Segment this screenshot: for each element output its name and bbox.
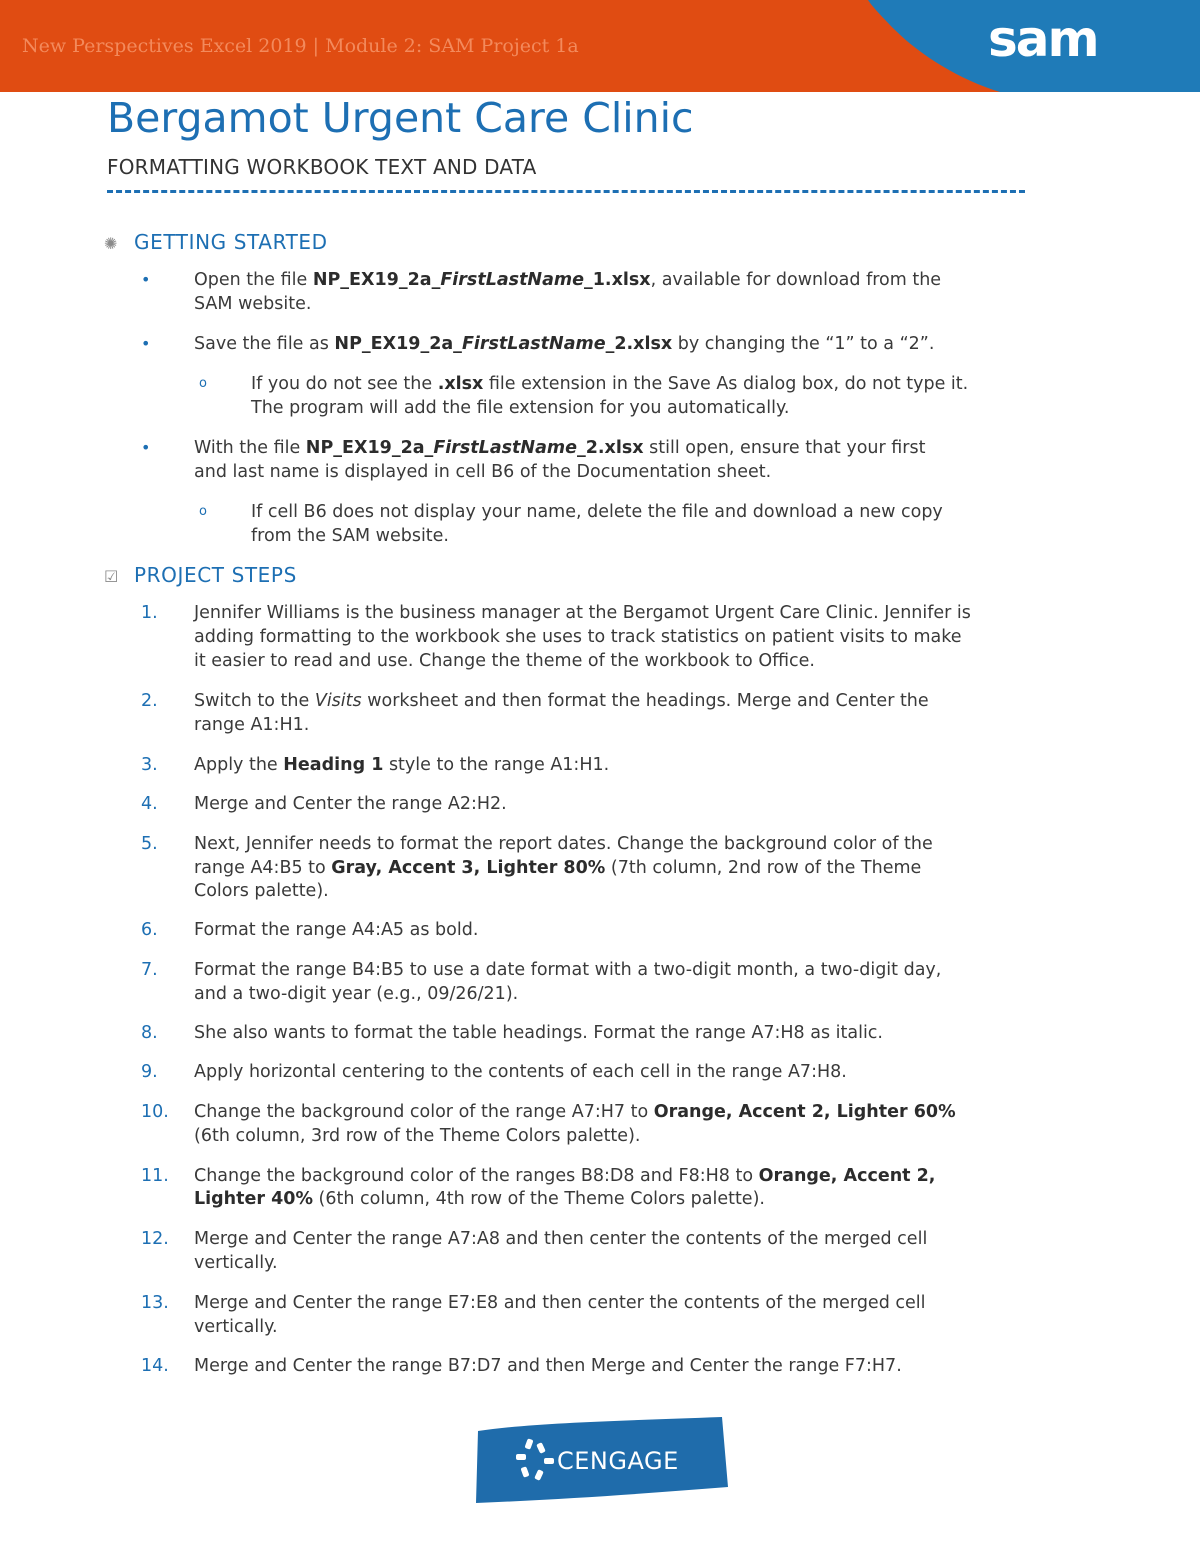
sub-list-item: If you do not see the .xlsx file extension in the Save As dialog box, do not type it. bbox=[251, 374, 969, 394]
gear-sparkle-icon: ✺ bbox=[104, 234, 119, 253]
list-item-continued: SAM website. bbox=[194, 294, 312, 314]
sub-list-item-continued: from the SAM website. bbox=[251, 526, 449, 546]
step-number: 10. bbox=[141, 1102, 169, 1122]
document-title: Bergamot Urgent Care Clinic bbox=[107, 94, 694, 142]
step-text: vertically. bbox=[194, 1253, 278, 1273]
step-text: Merge and Center the range B7:D7 and then Merge and Center the range F7:H7. bbox=[194, 1356, 902, 1376]
list-item: Save the file as NP_EX19_2a_FirstLastName_2.xlsx by changing the “1” to a “2”. bbox=[194, 334, 935, 354]
step-text: Apply the Heading 1 style to the range A1:H1. bbox=[194, 755, 610, 775]
step-text: Format the range A4:A5 as bold. bbox=[194, 920, 479, 940]
step-number: 7. bbox=[141, 960, 158, 980]
step-text: and a two-digit year (e.g., 09/26/21). bbox=[194, 984, 519, 1004]
sub-bullet-icon: o bbox=[199, 376, 207, 391]
list-item: With the file NP_EX19_2a_FirstLastName_2.xlsx still open, ensure that your first bbox=[194, 438, 926, 458]
project-steps-heading bbox=[104, 563, 297, 589]
sub-list-item-continued: The program will add the file extension for you automatically. bbox=[251, 398, 790, 418]
step-text: Lighter 40% (6th column, 4th row of the Theme Colors palette). bbox=[194, 1189, 765, 1209]
document-subtitle: FORMATTING WORKBOOK TEXT AND DATA bbox=[107, 155, 537, 179]
step-number: 14. bbox=[141, 1356, 169, 1376]
list-item: Open the file NP_EX19_2a_FirstLastName_1.xlsx, available for download from the bbox=[194, 270, 942, 290]
step-number: 1. bbox=[141, 603, 158, 623]
project-steps-label: PROJECT STEPS bbox=[134, 563, 297, 587]
step-text: range A1:H1. bbox=[194, 715, 310, 735]
step-text: Merge and Center the range E7:E8 and then center the contents of the merged cell bbox=[194, 1293, 926, 1313]
step-text: (6th column, 3rd row of the Theme Colors palette). bbox=[194, 1126, 641, 1146]
getting-started-label: GETTING STARTED bbox=[134, 230, 328, 254]
dashed-divider bbox=[107, 190, 1025, 193]
step-text: Merge and Center the range A2:H2. bbox=[194, 794, 507, 814]
step-text: Next, Jennifer needs to format the report dates. Change the background color of the bbox=[194, 834, 933, 854]
step-number: 3. bbox=[141, 755, 158, 775]
step-number: 11. bbox=[141, 1166, 169, 1186]
checklist-icon: ☑ bbox=[104, 567, 119, 586]
step-text: range A4:B5 to Gray, Accent 3, Lighter 80% (7th column, 2nd row of the Theme bbox=[194, 858, 922, 878]
bullet-icon: • bbox=[141, 438, 151, 457]
step-number: 13. bbox=[141, 1293, 169, 1313]
step-text: Change the background color of the range A7:H7 to Orange, Accent 2, Lighter 60% bbox=[194, 1102, 956, 1122]
bullet-icon: • bbox=[141, 270, 151, 289]
sub-bullet-icon: o bbox=[199, 504, 207, 519]
step-text: Change the background color of the ranges B8:D8 and F8:H8 to Orange, Accent 2, bbox=[194, 1166, 936, 1186]
step-number: 12. bbox=[141, 1229, 169, 1249]
cengage-wordmark: CENGAGE bbox=[557, 1447, 679, 1475]
step-text: vertically. bbox=[194, 1317, 278, 1337]
step-number: 6. bbox=[141, 920, 158, 940]
step-text: Jennifer Williams is the business manager at the Bergamot Urgent Care Clinic. Jennifer is bbox=[194, 603, 971, 623]
step-text: She also wants to format the table headings. Format the range A7:H8 as italic. bbox=[194, 1023, 883, 1043]
step-number: 8. bbox=[141, 1023, 158, 1043]
header-text: New Perspectives Excel 2019 | Module 2: SAM Project 1a bbox=[22, 35, 579, 57]
bullet-icon: • bbox=[141, 334, 151, 353]
getting-started-heading bbox=[104, 230, 328, 256]
step-text: Format the range B4:B5 to use a date format with a two-digit month, a two-digit day, bbox=[194, 960, 942, 980]
header-bar bbox=[0, 0, 1200, 92]
step-number: 5. bbox=[141, 834, 158, 854]
step-text: Switch to the Visits worksheet and then format the headings. Merge and Center the bbox=[194, 691, 929, 711]
step-text: Apply horizontal centering to the contents of each cell in the range A7:H8. bbox=[194, 1062, 847, 1082]
step-text: Colors palette). bbox=[194, 881, 329, 901]
sam-logo: sam bbox=[988, 10, 1098, 68]
sub-list-item: If cell B6 does not display your name, delete the file and download a new copy bbox=[251, 502, 943, 522]
step-number: 2. bbox=[141, 691, 158, 711]
step-text: it easier to read and use. Change the theme of the workbook to Office. bbox=[194, 651, 815, 671]
step-number: 4. bbox=[141, 794, 158, 814]
step-text: adding formatting to the workbook she uses to track statistics on patient visits to make bbox=[194, 627, 962, 647]
step-number: 9. bbox=[141, 1062, 158, 1082]
step-text: Merge and Center the range A7:A8 and then center the contents of the merged cell bbox=[194, 1229, 928, 1249]
list-item-continued: and last name is displayed in cell B6 of the Documentation sheet. bbox=[194, 462, 772, 482]
